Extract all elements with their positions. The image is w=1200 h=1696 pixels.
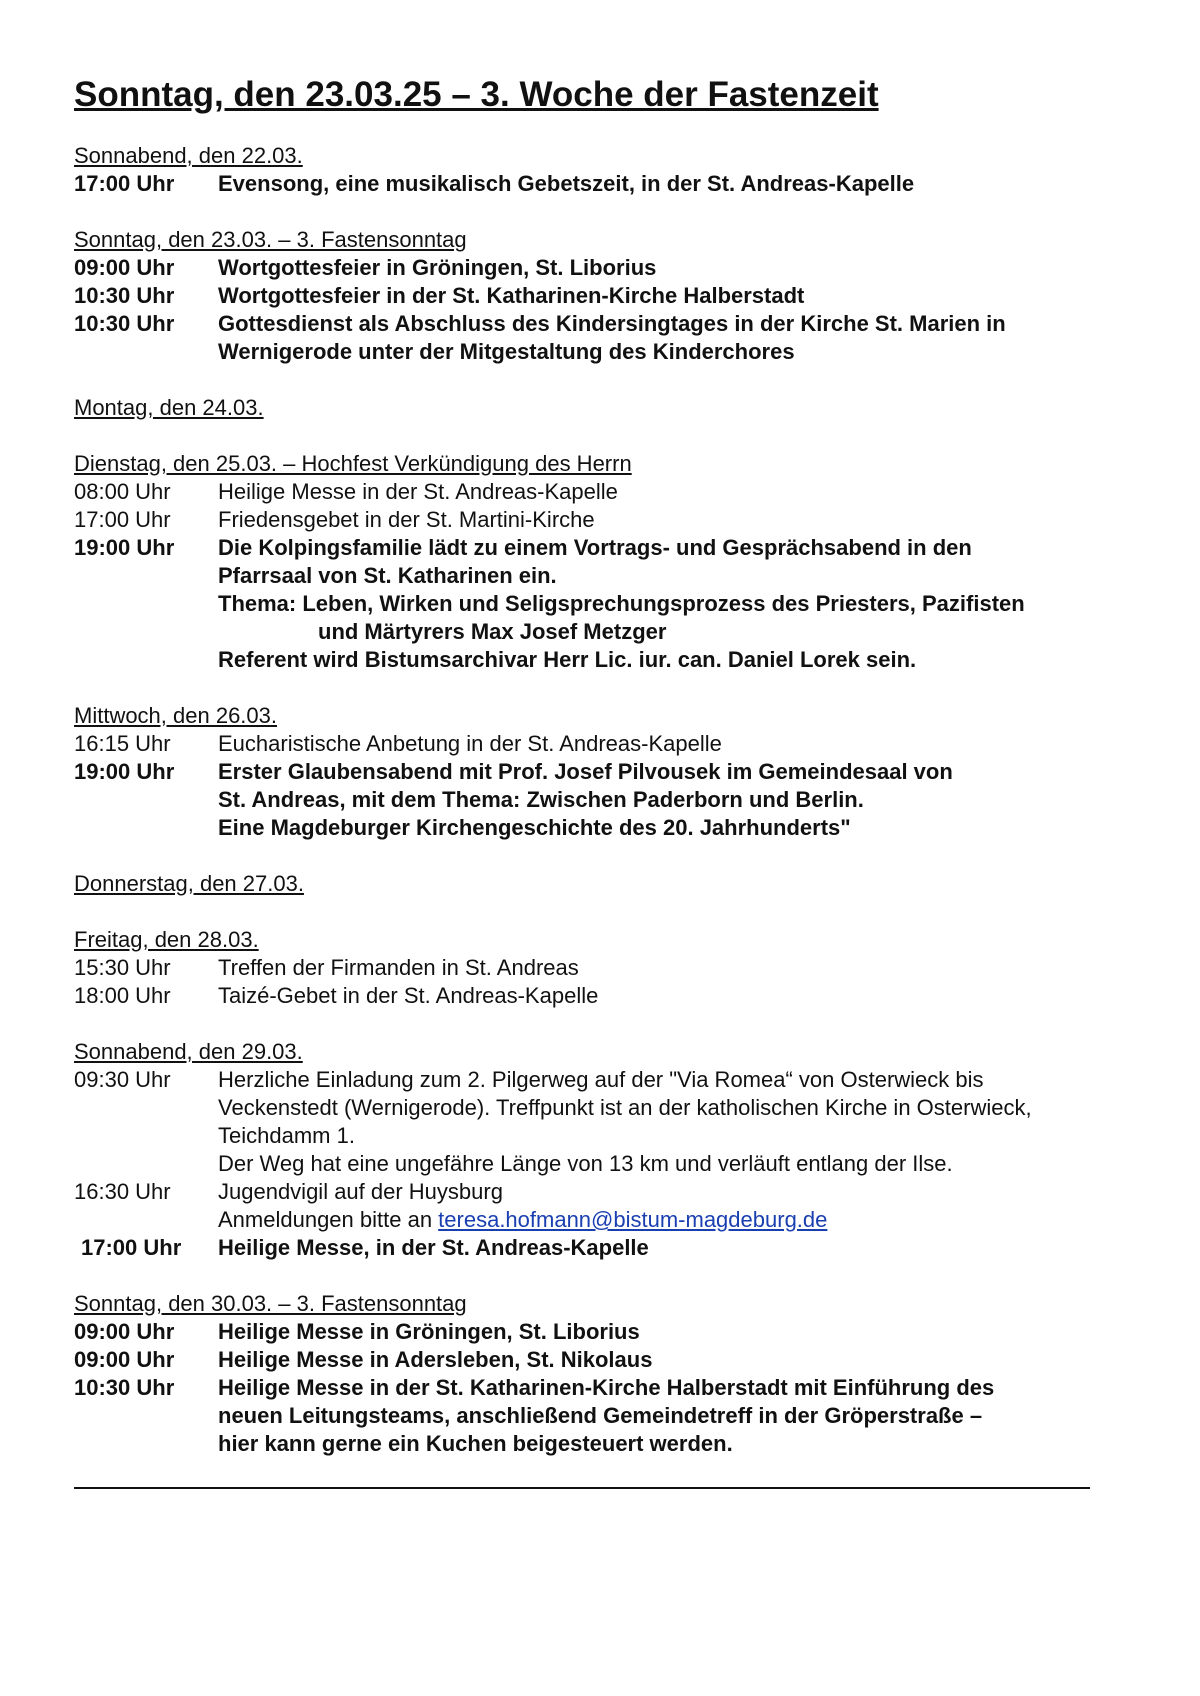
- signup-line: [218, 1206, 1134, 1234]
- event-line: Treffen der Firmanden in St. Andreas: [218, 955, 579, 980]
- event-time: 17:00 Uhr: [74, 507, 171, 532]
- event-time: 08:00 Uhr: [74, 479, 171, 504]
- event-description: [218, 982, 1134, 1010]
- event-time: 10:30 Uhr: [74, 283, 175, 308]
- event-row: [74, 506, 1134, 534]
- day-section: [74, 870, 1134, 898]
- event-line: und Märtyrers Max Josef Metzger: [318, 619, 667, 644]
- event-description: [218, 1234, 1134, 1262]
- event-description: [218, 1374, 1134, 1458]
- event-row: [74, 534, 1134, 674]
- event-description: [218, 758, 1134, 842]
- event-time: 17:00 Uhr: [74, 171, 175, 196]
- day-heading: Dienstag, den 25.03. – Hochfest Verkündigung des Herrn: [74, 451, 632, 476]
- event-description: [218, 478, 1134, 506]
- day-heading: Sonntag, den 23.03. – 3. Fastensonntag: [74, 227, 467, 252]
- event-time: 09:30 Uhr: [74, 1067, 171, 1092]
- day-heading: Montag, den 24.03.: [74, 395, 264, 420]
- event-description: [218, 1178, 1134, 1234]
- event-row: [74, 1178, 1134, 1234]
- event-line: Evensong, eine musikalisch Gebetszeit, in der St. Andreas-Kapelle: [218, 171, 915, 196]
- event-row: [74, 170, 1134, 198]
- event-description: [218, 954, 1134, 982]
- event-row: [74, 1374, 1134, 1458]
- event-description: [218, 282, 1134, 310]
- event-line: Heilige Messe in der St. Katharinen-Kirche Halberstadt mit Einführung des: [218, 1375, 995, 1400]
- event-line: Referent wird Bistumsarchivar Herr Lic. iur. can. Daniel Lorek sein.: [218, 647, 917, 672]
- event-time: 09:00 Uhr: [74, 1319, 175, 1344]
- day-section: [74, 702, 1134, 842]
- event-line: Gottesdienst als Abschluss des Kindersingtages in der Kirche St. Marien in: [218, 311, 1006, 336]
- event-line: neuen Leitungsteams, anschließend Gemeindetreff in der Gröperstraße –: [218, 1403, 983, 1428]
- event-line: Heilige Messe in Adersleben, St. Nikolaus: [218, 1347, 653, 1372]
- event-row: [74, 954, 1134, 982]
- event-line: Erster Glaubensabend mit Prof. Josef Pilvousek im Gemeindesaal von: [218, 759, 953, 784]
- day-heading: Freitag, den 28.03.: [74, 927, 259, 952]
- event-line: Heilige Messe, in der St. Andreas-Kapelle: [218, 1235, 649, 1260]
- event-line: Die Kolpingsfamilie lädt zu einem Vortrags- und Gesprächsabend in den: [218, 535, 972, 560]
- day-heading: Sonnabend, den 22.03.: [74, 143, 303, 168]
- event-line: Thema: Leben, Wirken und Seligsprechungsprozess des Priesters, Pazifisten: [218, 591, 1025, 616]
- event-row: [74, 1234, 1134, 1262]
- event-line: Herzliche Einladung zum 2. Pilgerweg auf der "Via Romea“ von Osterwieck bis: [218, 1067, 984, 1092]
- event-row: [74, 1318, 1134, 1346]
- event-line: Pfarrsaal von St. Katharinen ein.: [218, 563, 557, 588]
- horizontal-rule: [74, 1487, 1090, 1489]
- event-row: [74, 982, 1134, 1010]
- event-row: [74, 282, 1134, 310]
- event-description: [218, 1318, 1134, 1346]
- event-row: [74, 254, 1134, 282]
- day-heading: Mittwoch, den 26.03.: [74, 703, 278, 728]
- day-section: [74, 926, 1134, 1010]
- event-line: Taizé-Gebet in der St. Andreas-Kapelle: [218, 983, 599, 1008]
- event-line: Heilige Messe in Gröningen, St. Liborius: [218, 1319, 640, 1344]
- event-description: [218, 170, 1134, 198]
- event-description: [218, 506, 1134, 534]
- schedule-document: [74, 70, 1134, 1486]
- event-description: [218, 730, 1134, 758]
- event-line: Eucharistische Anbetung in der St. Andreas-Kapelle: [218, 731, 722, 756]
- day-section: [74, 142, 1134, 198]
- event-time: 09:00 Uhr: [74, 1347, 175, 1372]
- event-time: 19:00 Uhr: [74, 759, 175, 784]
- day-heading: Donnerstag, den 27.03.: [74, 871, 304, 896]
- day-section: [74, 1038, 1134, 1262]
- event-line: Wortgottesfeier in Gröningen, St. Liborius: [218, 255, 657, 280]
- event-row: [74, 478, 1134, 506]
- day-section: [74, 1290, 1134, 1458]
- page-title: Sonntag, den 23.03.25 – 3. Woche der Fastenzeit: [74, 75, 879, 114]
- email-link[interactable]: teresa.hofmann@bistum-magdeburg.de: [438, 1207, 828, 1232]
- event-line: Wortgottesfeier in der St. Katharinen-Kirche Halberstadt: [218, 283, 805, 308]
- days-list: [74, 142, 1134, 1458]
- event-time: 09:00 Uhr: [74, 255, 175, 280]
- event-row: [74, 730, 1134, 758]
- event-description: [218, 310, 1134, 366]
- day-section: [74, 394, 1134, 422]
- event-line: Teichdamm 1.: [218, 1123, 355, 1148]
- signup-prefix: Anmeldungen bitte an: [218, 1207, 439, 1232]
- event-time: 16:15 Uhr: [74, 731, 171, 756]
- event-line: hier kann gerne ein Kuchen beigesteuert werden.: [218, 1431, 733, 1456]
- event-row: [74, 758, 1134, 842]
- day-section: [74, 450, 1134, 674]
- event-line: Veckenstedt (Wernigerode). Treffpunkt ist an der katholischen Kirche in Osterwieck,: [218, 1095, 1032, 1120]
- event-line: Heilige Messe in der St. Andreas-Kapelle: [218, 479, 618, 504]
- event-line: St. Andreas, mit dem Thema: Zwischen Paderborn und Berlin.: [218, 787, 864, 812]
- event-time: 15:30 Uhr: [74, 955, 171, 980]
- event-line: Eine Magdeburger Kirchengeschichte des 20. Jahrhunderts": [218, 815, 851, 840]
- event-description: [218, 1066, 1134, 1178]
- event-row: [74, 1346, 1134, 1374]
- event-description: [218, 254, 1134, 282]
- event-description: [218, 534, 1134, 674]
- event-time: 19:00 Uhr: [74, 535, 175, 560]
- event-line: Friedensgebet in der St. Martini-Kirche: [218, 507, 595, 532]
- event-description: [218, 1346, 1134, 1374]
- day-section: [74, 226, 1134, 366]
- event-time: 16:30 Uhr: [74, 1179, 171, 1204]
- event-line: Jugendvigil auf der Huysburg: [218, 1179, 503, 1204]
- event-time: 17:00 Uhr: [81, 1235, 182, 1260]
- event-line: Der Weg hat eine ungefähre Länge von 13 km und verläuft entlang der Ilse.: [218, 1151, 953, 1176]
- event-time: 10:30 Uhr: [74, 1375, 175, 1400]
- event-time: 10:30 Uhr: [74, 311, 175, 336]
- day-heading: Sonntag, den 30.03. – 3. Fastensonntag: [74, 1291, 467, 1316]
- event-line: Wernigerode unter der Mitgestaltung des Kinderchores: [218, 339, 795, 364]
- event-row: [74, 1066, 1134, 1178]
- day-heading: Sonnabend, den 29.03.: [74, 1039, 303, 1064]
- event-time: 18:00 Uhr: [74, 983, 171, 1008]
- event-row: [74, 310, 1134, 366]
